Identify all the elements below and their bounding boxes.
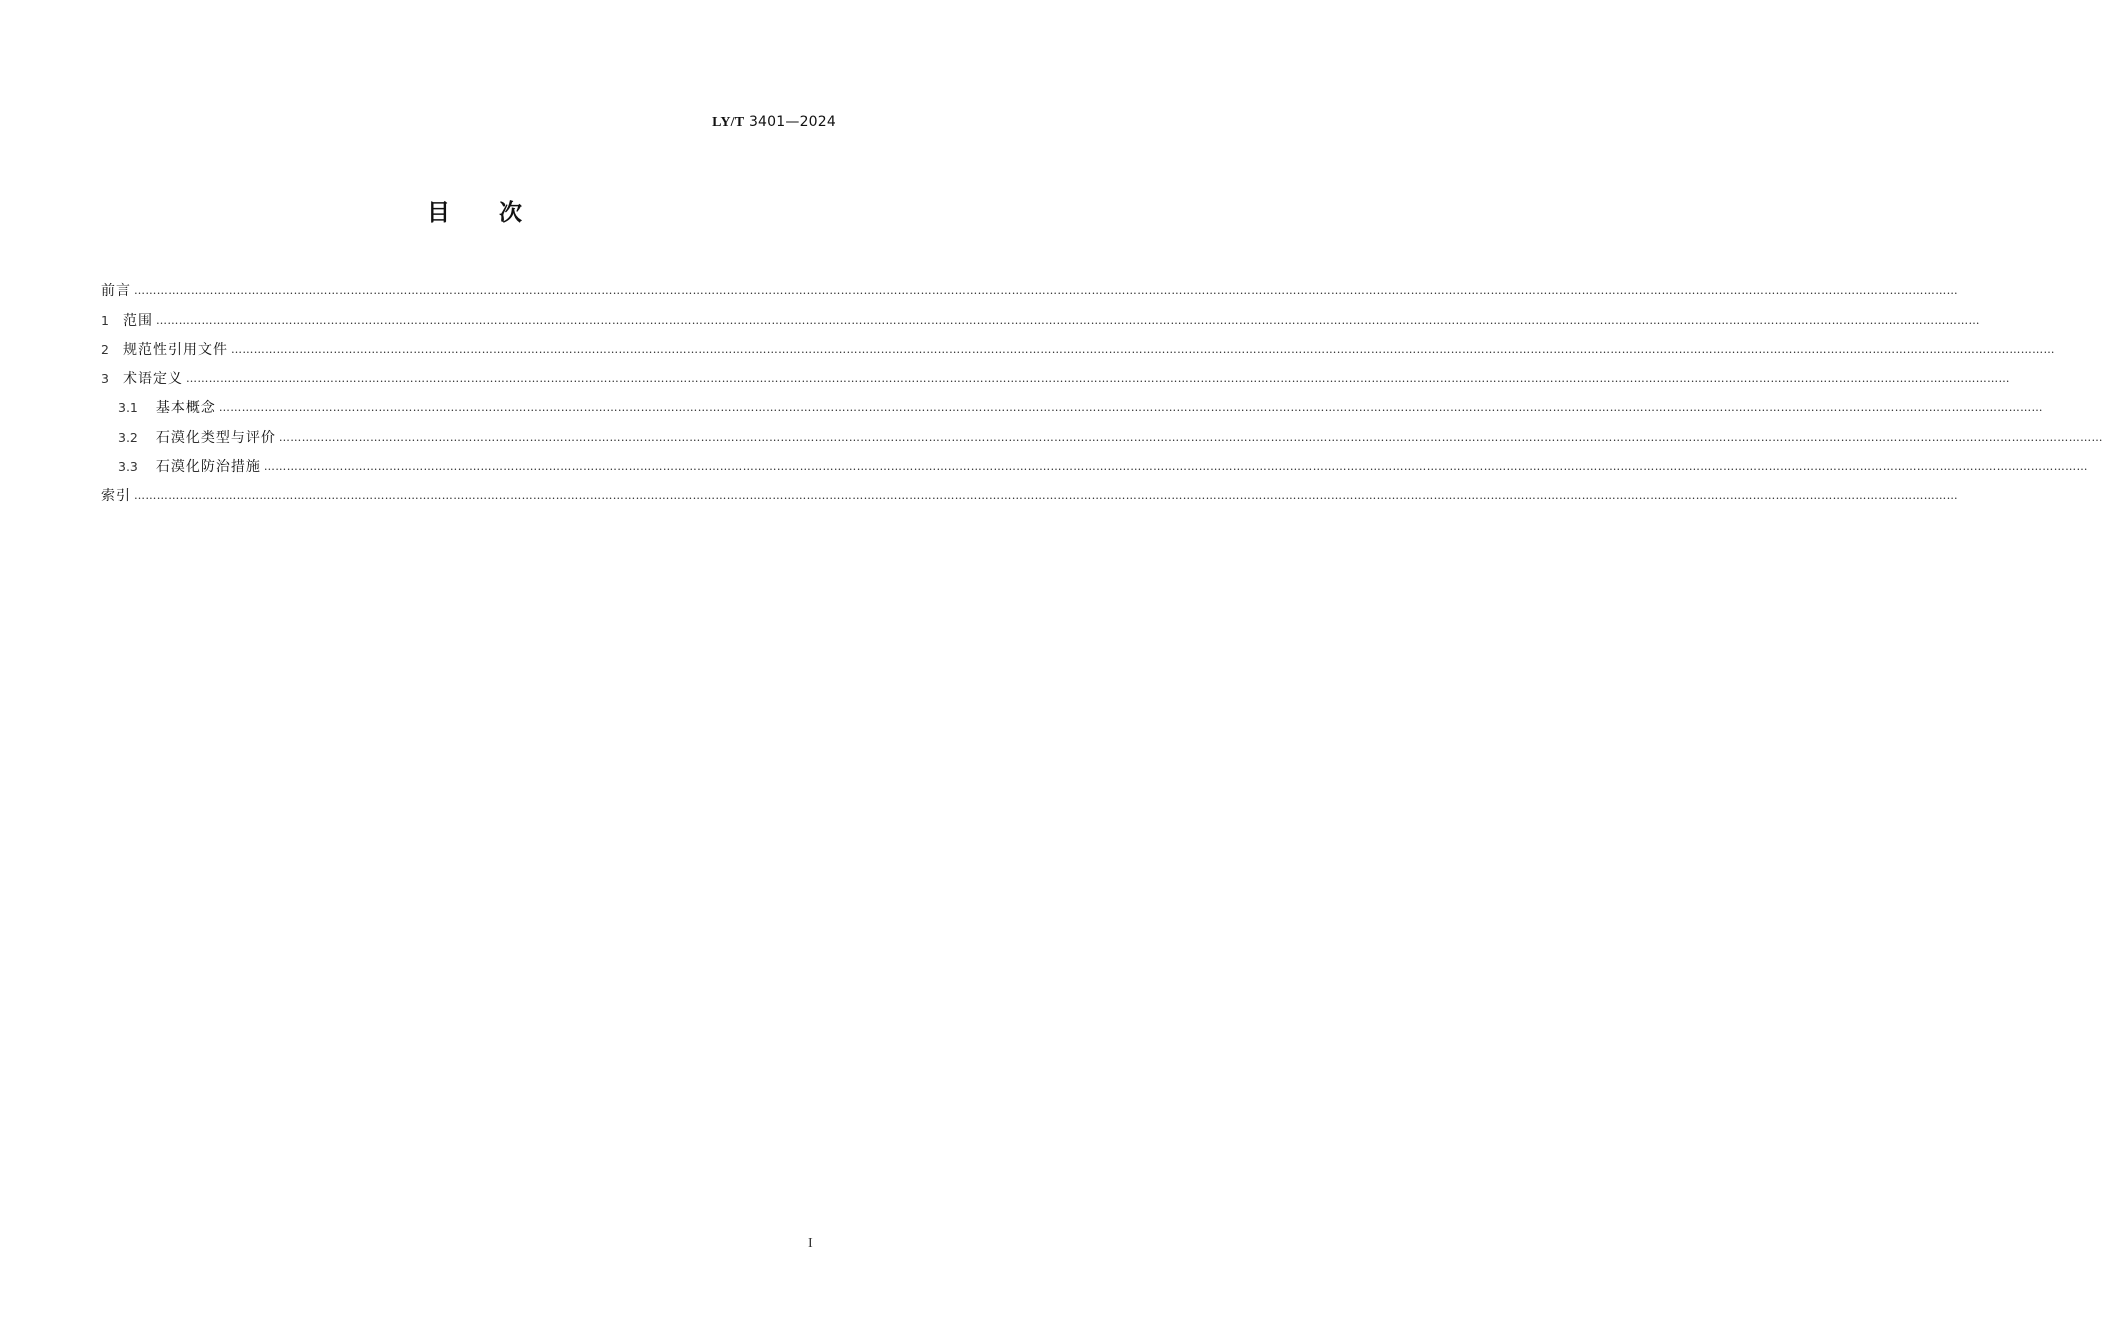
toc-dot-leader: ………………………………………………………………………………………………………………………………………………………………………………………………………………………………………………………………………………………………………………………………………………………………………………………………………………………………………… [278,430,2103,444]
page-title-char-1: 目 [427,200,451,226]
standard-code-prefix: LY/T [712,115,745,130]
toc-entry-normative-references[interactable] [101,331,2055,360]
toc-dot-leader: ………………………………………………………………………………………………………………………………………………………………………………………………………………………………………………………………………………………………………………………………………………………………………………………………………………………………………… [134,489,1958,503]
toc-entry-text: 石漠化类型与评价 [155,429,276,446]
toc-dot-leader: ………………………………………………………………………………………………………………………………………………………………………………………………………………………………………………………………………………………………………………………………………………………………………………………………………………………………………… [263,460,2088,474]
toc-dot-leader: ………………………………………………………………………………………………………………………………………………………………………………………………………………………………………………………………………………………………………………………………………………………………………………………………………………………………………… [230,342,2055,356]
toc-entry-number: 2 [101,341,109,357]
toc-entry-text: 术语定义 [122,371,183,388]
toc-entry-text: 范围 [122,312,153,329]
toc-entry-control-measures[interactable] [101,448,2088,477]
page-title-char-2: 次 [499,200,523,226]
toc-entry-basic-concepts[interactable] [101,389,2043,418]
toc-entry-number: 3.3 [118,459,138,475]
toc-entry-index[interactable] [101,477,1958,506]
toc-dot-leader: ………………………………………………………………………………………………………………………………………………………………………………………………………………………………………………………………………………………………………………………………………………………………………………………………………………………………………… [185,372,2010,386]
page-number: I [808,1236,813,1251]
toc-dot-leader: ………………………………………………………………………………………………………………………………………………………………………………………………………………………………………………………………………………………………………………………………………………………………………………………………………………………………………… [155,313,1980,327]
toc-entry-number: 3.1 [118,400,138,416]
toc-entry-number: 3 [101,371,109,387]
toc-entry-number: 3.2 [118,429,138,445]
toc-entry-text: 基本概念 [155,400,216,417]
standard-code-number: 3401—2024 [748,114,836,130]
toc-entry-types-evaluation[interactable] [101,418,2103,447]
toc-entry-text: 索引 [101,488,131,505]
toc-dot-leader: ………………………………………………………………………………………………………………………………………………………………………………………………………………………………………………………………………………………………………………………………………………………………………………………………………………………………………… [218,401,2043,415]
table-of-contents [101,272,2103,506]
toc-entry-scope[interactable] [101,301,1980,330]
toc-dot-leader: ………………………………………………………………………………………………………………………………………………………………………………………………………………………………………………………………………………………………………………………………………………………………………………………………………………………………………… [134,284,1958,298]
toc-entry-text: 石漠化防治措施 [155,459,261,476]
page-title [0,194,950,227]
standard-code [712,114,836,131]
toc-entry-text: 前言 [101,283,131,300]
toc-entry-terms[interactable] [101,360,2010,389]
toc-entry-foreword[interactable] [101,272,1958,301]
toc-entry-text: 规范性引用文件 [122,341,228,358]
toc-entry-number: 1 [101,312,109,328]
